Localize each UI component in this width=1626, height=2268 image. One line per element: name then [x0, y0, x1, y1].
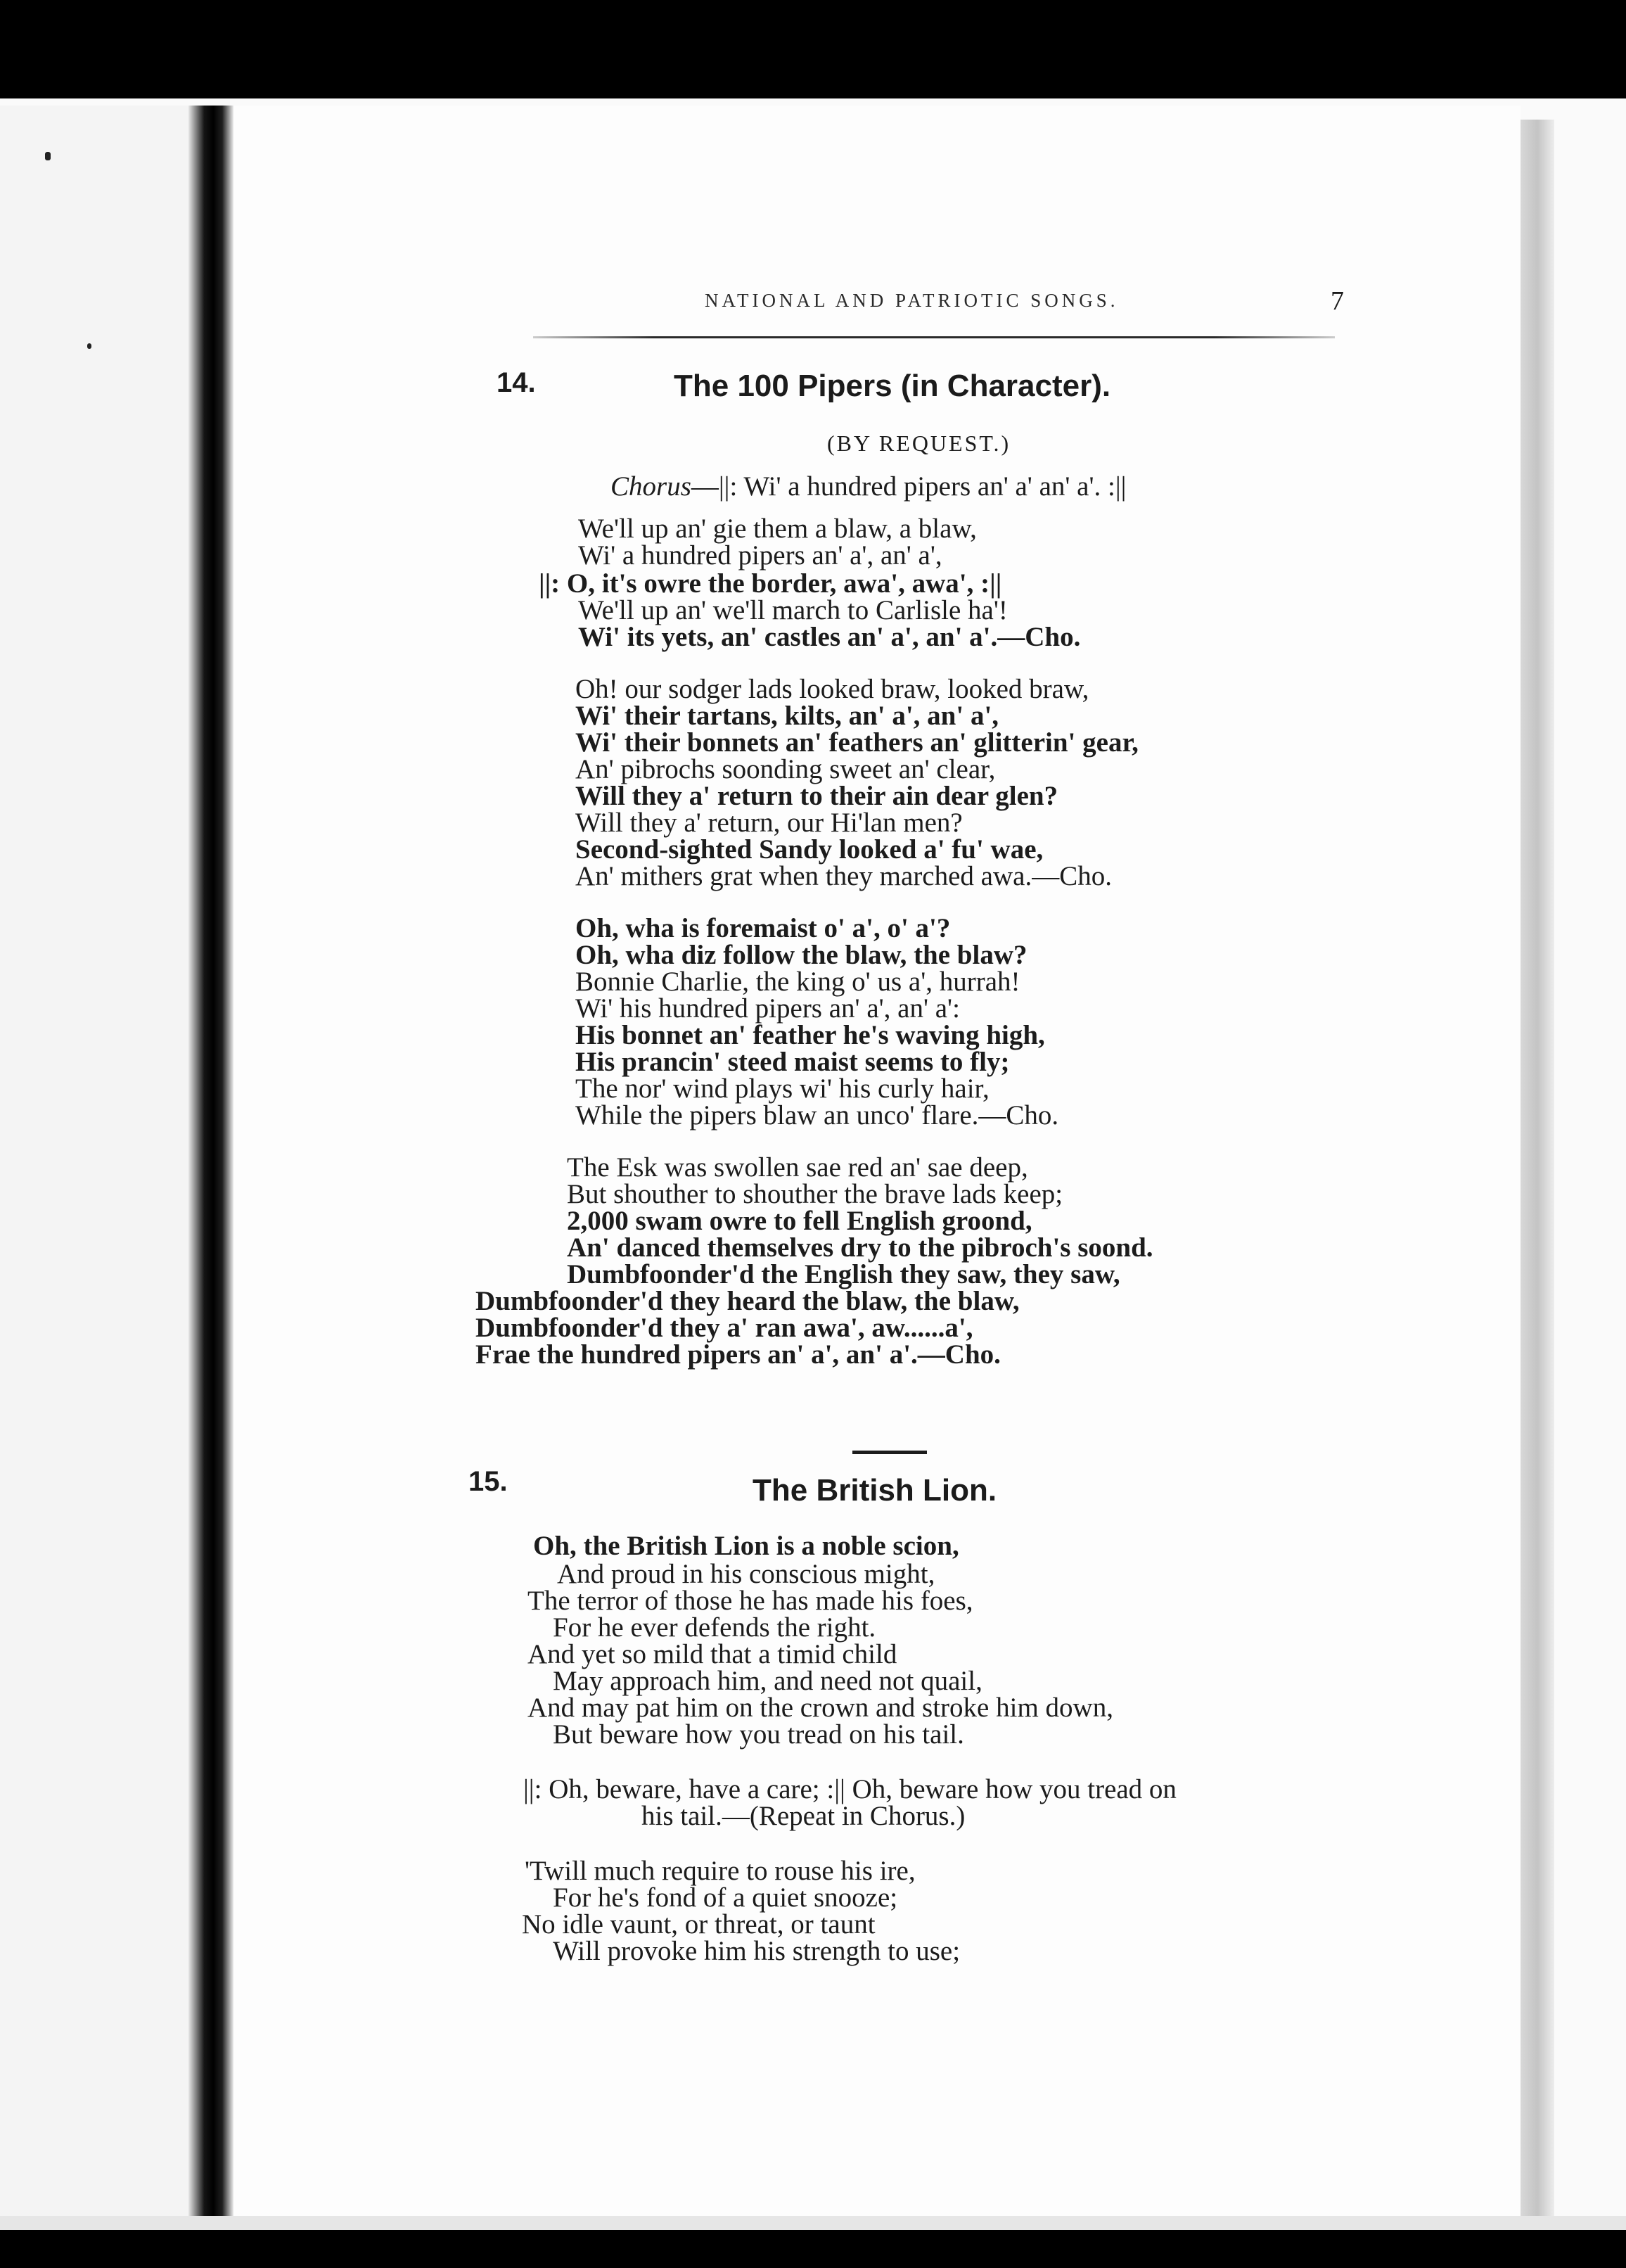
verse-line: 'Twill much require to rouse his ire,: [525, 1856, 916, 1886]
verse-line: An' mithers grat when they marched awa.—Cho.: [575, 861, 1112, 891]
verse-line: Wi' their bonnets an' feathers an' glitterin' gear,: [575, 727, 1139, 758]
song-number: 15.: [468, 1466, 508, 1497]
song-title: The British Lion.: [753, 1473, 997, 1508]
verse-line: And proud in his conscious might,: [557, 1559, 935, 1589]
verse-line: The nor' wind plays wi' his curly hair,: [575, 1074, 990, 1104]
verse-line: Wi' a hundred pipers an' a', an' a',: [578, 540, 942, 571]
song-separator: [852, 1451, 927, 1454]
verse-line: An' pibrochs soonding sweet an' clear,: [575, 754, 996, 784]
verse-line: The Esk was swollen sae red an' sae deep,: [567, 1152, 1028, 1183]
verse-line: For he ever defends the right.: [553, 1612, 876, 1643]
verse-line: Bonnie Charlie, the king o' us a', hurrah!: [575, 967, 1020, 997]
verse-line: Wi' their tartans, kilts, an' a', an' a',: [575, 701, 999, 731]
verse-line: Will they a' return to their ain dear glen?: [575, 781, 1058, 811]
verse-line: May approach him, and need not quail,: [553, 1666, 982, 1696]
verse-line: Wi' his hundred pipers an' a', an' a':: [575, 993, 960, 1024]
verse-line: Frae the hundred pipers an' a', an' a'.—Cho.: [475, 1339, 1001, 1370]
verse-line: For he's fond of a quiet snooze;: [553, 1882, 898, 1913]
verse-line: No idle vaunt, or threat, or taunt: [522, 1909, 876, 1939]
chorus-text: —||: Wi' a hundred pipers an' a' an' a'. :||: [691, 471, 1127, 502]
scan-speck: [45, 152, 51, 160]
scan-speck: [87, 343, 91, 349]
verse-line: And may pat him on the crown and stroke him down,: [527, 1693, 1113, 1723]
song-note: (BY REQUEST.): [827, 431, 1011, 456]
running-head: NATIONAL AND PATRIOTIC SONGS.: [705, 290, 1119, 311]
verse-line: Dumbfoonder'd they heard the blaw, the blaw,: [475, 1286, 1020, 1316]
page-edge-shadow: [1521, 120, 1554, 2223]
chorus-label: Chorus: [610, 471, 691, 502]
verse-line: His prancin' steed maist seems to fly;: [575, 1047, 1010, 1077]
verse-line: his tail.—(Repeat in Chorus.): [641, 1801, 966, 1831]
verse-line: 2,000 swam owre to fell English groond,: [567, 1206, 1032, 1236]
verse-line: ||: Oh, beware, have a care; :|| Oh, beware how you tread on: [523, 1774, 1177, 1804]
verse-line: Oh, wha diz follow the blaw, the blaw?: [575, 940, 1028, 970]
page-bottom-edge: [0, 2216, 1626, 2230]
verse-line: Wi' its yets, an' castles an' a', an' a'.—Cho.: [578, 622, 1081, 652]
verse-line: But shouther to shouther the brave lads keep;: [567, 1179, 1063, 1209]
header-rule: [533, 336, 1335, 338]
page-number: 7: [1331, 286, 1344, 316]
chorus-line: [610, 473, 1126, 500]
verse-line: ||: O, it's owre the border, awa', awa', :||: [539, 568, 1002, 599]
verse-line: Oh, wha is foremaist o' a', o' a'?: [575, 913, 951, 943]
verse-line: His bonnet an' feather he's waving high,: [575, 1020, 1045, 1050]
verse-line: Dumbfoonder'd the English they saw, they saw,: [567, 1259, 1120, 1289]
book-gutter: [188, 106, 233, 2223]
verse-line: Oh, the British Lion is a noble scion,: [533, 1531, 959, 1561]
verse-line: While the pipers blaw an unco' flare.—Cho.: [575, 1100, 1059, 1130]
verse-line: Second-sighted Sandy looked a' fu' wae,: [575, 834, 1044, 865]
verse-line: Will provoke him his strength to use;: [553, 1936, 961, 1966]
song-title: The 100 Pipers (in Character).: [674, 369, 1111, 403]
verse-line: Oh! our sodger lads looked braw, looked braw,: [575, 674, 1089, 704]
verse-line: The terror of those he has made his foes,: [527, 1586, 973, 1616]
verse-line: An' danced themselves dry to the pibroch's soond.: [567, 1232, 1153, 1263]
left-page-margin: [0, 106, 188, 2223]
verse-line: Dumbfoonder'd they a' ran awa', aw......a',: [475, 1313, 973, 1343]
song-number: 14.: [497, 367, 536, 398]
verse-line: But beware how you tread on his tail.: [553, 1719, 964, 1750]
verse-line: And yet so mild that a timid child: [527, 1639, 897, 1669]
verse-line: We'll up an' we'll march to Carlisle ha'!: [578, 595, 1008, 625]
verse-line: Will they a' return, our Hi'lan men?: [575, 808, 963, 838]
verse-line: We'll up an' gie them a blaw, a blaw,: [578, 514, 977, 544]
